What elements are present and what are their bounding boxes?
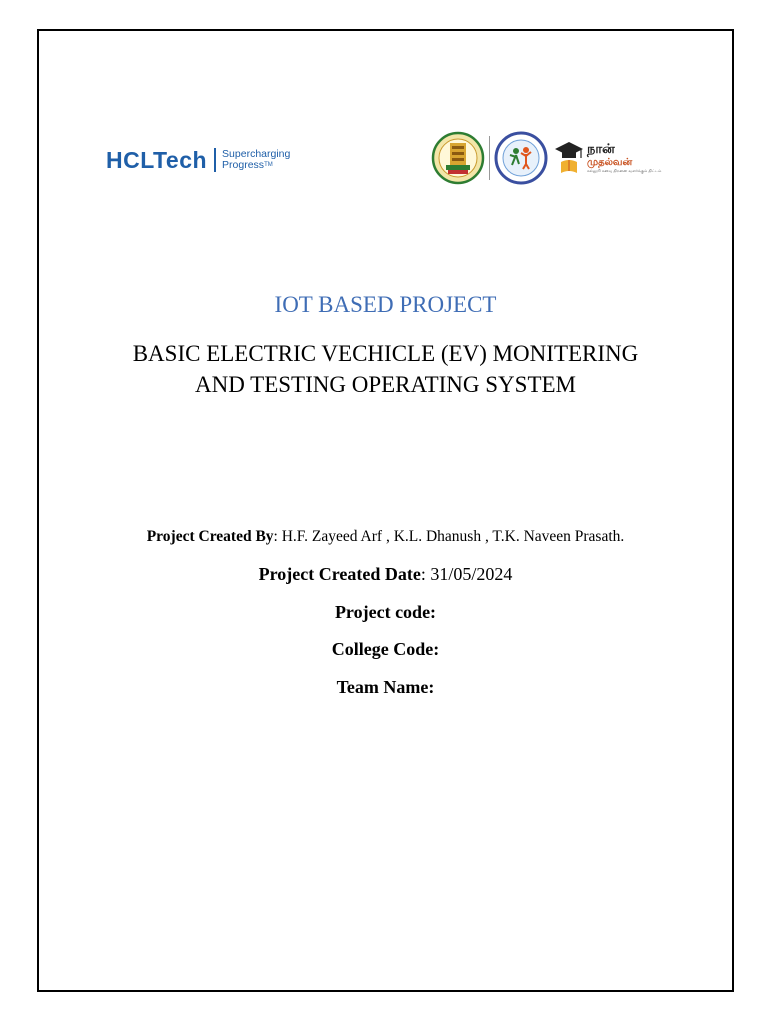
team-name-label: Team Name: [336,677,435,697]
project-code-label: Project code: [334,602,437,622]
project-created-date [39,564,732,585]
naan-mudhalvan-subtitle: முதல்வன் [587,156,633,168]
created-date-value: : 31/05/2024 [420,564,513,584]
created-by-value: : H.F. Zayeed Arf , K.L. Dhanush , T.K. Naveen Prasath. [273,528,625,545]
hcltech-logo [106,142,290,178]
document-title-line2: AND TESTING OPERATING SYSTEM [194,372,576,397]
college-code-label: College Code: [331,639,440,659]
document-title-line1: BASIC ELECTRIC VECHICLE (EV) MONITERING [132,341,639,366]
tamil-nadu-emblem-icon [431,131,485,185]
graduation-cap-icon [554,140,584,176]
hcltech-tagline-line2: Progress [222,159,265,171]
document-title [39,338,732,400]
hcltech-divider [214,148,216,172]
hcltech-tagline [222,149,290,171]
hcltech-tagline-line1: Supercharging [222,148,291,160]
created-by-label: Project Created By [146,528,274,545]
naan-mudhalvan-title: நான் [587,141,615,157]
project-created-by [39,528,732,546]
document-kicker: IOT BASED PROJECT [274,292,497,317]
trademark-mark: TM [264,162,273,168]
skill-development-emblem-icon [494,131,548,185]
created-date-label: Project Created Date [258,564,421,584]
hcltech-wordmark: HCLTech [106,146,208,173]
naan-mudhalvan-tagline: கல்லூரி கனவு திறனை வளர்க்கும் திட்டம் [587,167,662,173]
partner-logos [431,131,661,185]
naan-mudhalvan-logo [554,140,661,176]
logo-separator [489,136,490,180]
